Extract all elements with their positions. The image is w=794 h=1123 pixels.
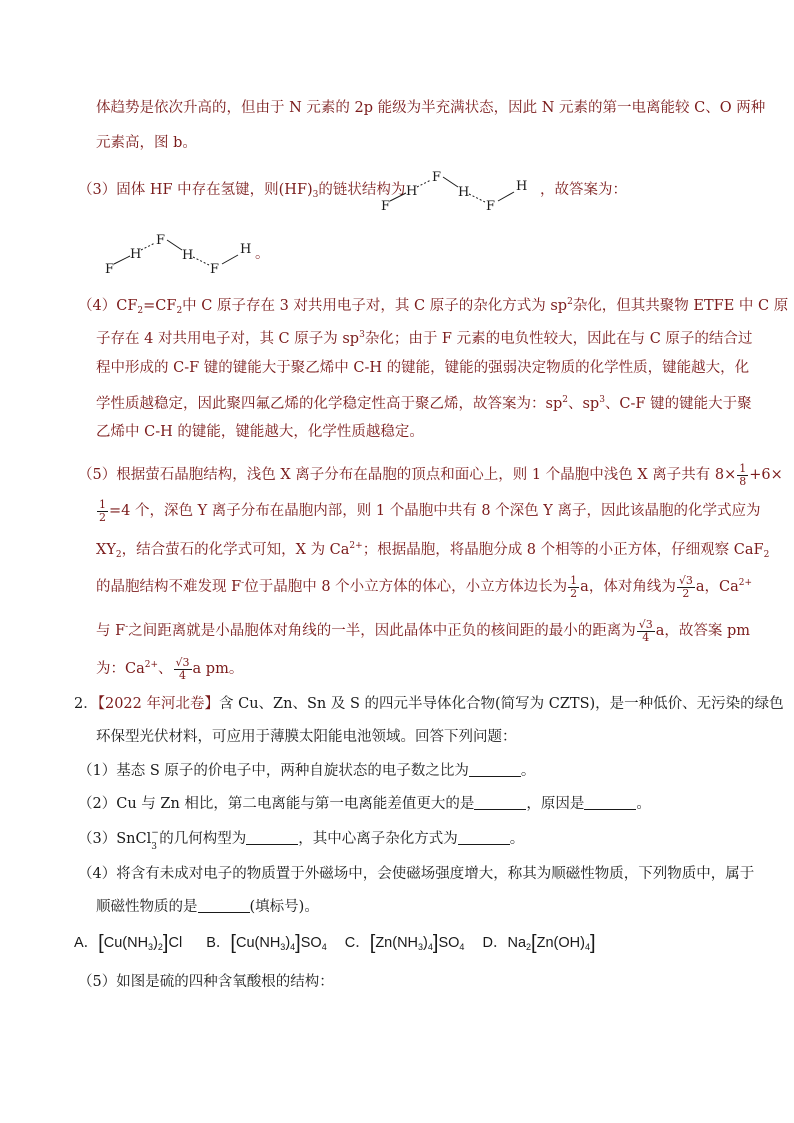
option-b[interactable] (206, 932, 327, 954)
sub-question-1 (78, 761, 535, 781)
part5-line-2 (96, 496, 760, 526)
text: 与 F (96, 623, 126, 639)
option-label: C． (344, 935, 370, 951)
text: 子存在 4 对共用电子对，其 C 原子为 sp (96, 331, 360, 347)
denominator: 2 (99, 510, 106, 524)
sub: 2 (176, 306, 183, 316)
part5-line-6 (96, 650, 243, 684)
sup: − (151, 828, 159, 838)
sup: - (241, 578, 245, 588)
text: ；根据晶胞，将晶胞分成 8 个相等的小正方体，仔细观察 CaF (362, 542, 764, 558)
part4-line-5: 乙烯中 C-H 的键能，键能越大，化学性质越稳定。 (96, 424, 424, 440)
hf-bond (114, 256, 130, 264)
sub: 2 (137, 306, 144, 316)
numerator: √3 (638, 617, 653, 631)
text: 为：Ca (96, 661, 145, 677)
fraction (677, 575, 695, 600)
hf-atom: F (105, 262, 115, 277)
sub: 3 (148, 942, 154, 952)
answer-line-1: 体趋势是依次升高的，但由于 N 元素的 2p 能级为半充满状态，因此 N 元素的第一电离能较 C、O 两种 (96, 100, 766, 116)
hf-atom: F (486, 199, 496, 214)
hf-atom: H (240, 242, 252, 257)
text: 学性质越稳定，因此聚四氟乙烯的化学稳定性高于聚乙烯，故答案为：sp (96, 396, 563, 412)
ion-scripts (151, 828, 159, 852)
fraction (174, 657, 192, 682)
text: （2）Cu 与 Zn 相比，第二电离能与第一电离能差值更大的是 (78, 796, 475, 812)
text: SO (300, 935, 322, 951)
text: 、sp (567, 396, 600, 412)
sub: 4 (459, 942, 465, 952)
text: 的几何构型为 (159, 831, 247, 847)
numerator: 1 (99, 497, 106, 511)
part3-text-a: （3）固体 HF 中存在氢键，则(HF) (78, 182, 313, 198)
answer-blank[interactable] (584, 795, 636, 810)
text: Cl (168, 935, 183, 951)
part3-end: 。 (255, 246, 270, 262)
option-c[interactable] (344, 932, 465, 954)
ion-formula: SnCl (116, 831, 152, 847)
text: =CF (143, 298, 177, 314)
text: Zn(NH (375, 935, 419, 951)
part3-answer-label: ，故答案为： (540, 182, 627, 198)
part4-line-1 (78, 292, 788, 321)
hbond (141, 243, 155, 250)
numerator: 1 (570, 573, 578, 587)
hf-chain-structure-2 (100, 231, 260, 277)
sub: 2 (115, 550, 122, 560)
part5-line-3 (96, 536, 769, 565)
hf-atom: H (458, 185, 470, 200)
sup: 3 (359, 330, 365, 340)
sub: 4 (321, 942, 327, 952)
answer-blank[interactable] (458, 830, 510, 845)
fraction (737, 463, 748, 488)
hf-atom: F (156, 233, 166, 248)
sup: 2+ (349, 541, 363, 551)
part4-line-4 (96, 390, 752, 414)
text: （1）基态 S 原子的价电子中，两种自旋状态的电子数之比为 (78, 763, 469, 779)
text: =4 个，深色 Y 离子分布在晶胞内部，则 1 个晶胞中共有 8 个深色 Y 离子，因此该晶胞的化学式应为 (109, 503, 761, 519)
text: 、 (158, 661, 173, 677)
text: 杂化，但其共聚物 ETFE 中 C 原 (572, 298, 789, 314)
sup: 2 (562, 395, 568, 405)
hf-atom: F (432, 170, 442, 185)
part3-text-c: 的链状结构为 (318, 182, 406, 198)
text: 含 Cu、Zn、Sn 及 S 的四元半导体化合物(简写为 CZTS)，是一种低价、无污染的绿色 (219, 696, 784, 712)
text: ) (285, 935, 291, 951)
sub: 4 (290, 942, 296, 952)
sub: 3 (151, 842, 157, 852)
answer-blank[interactable] (474, 795, 526, 810)
bracket: ] (295, 932, 301, 954)
sub: 2 (526, 942, 532, 952)
text: Cu(NH (103, 935, 149, 951)
hf-atom: F (210, 262, 220, 277)
bracket: [ (531, 932, 537, 954)
option-label: A． (74, 935, 99, 951)
text: 中 C 原子存在 3 对共用电子对，其 C 原子的杂化方式为 sp (182, 298, 568, 314)
hf-chain-structure-1 (376, 168, 536, 214)
text: ，其中心离子杂化方式为 (298, 831, 458, 847)
text: 的晶胞结构不难发现 F (96, 579, 242, 595)
answer-blank[interactable] (469, 762, 521, 777)
sub: 4 (427, 942, 433, 952)
bracket: [ (230, 932, 236, 954)
part5-line-4 (96, 568, 752, 602)
part3-line (78, 180, 405, 205)
bracket: ] (432, 932, 439, 954)
sup: 2+ (144, 660, 159, 670)
denominator: 2 (570, 586, 578, 600)
hf-atom: F (381, 199, 391, 214)
denominator: 2 (682, 586, 690, 600)
part4-line-2 (96, 325, 752, 349)
text: XY (96, 542, 116, 558)
source-tag: 【2022 年河北卷】 (97, 696, 219, 712)
hf-bond (167, 240, 182, 250)
text: a pm。 (192, 661, 244, 677)
hf-bond (222, 255, 238, 264)
bracket: [ (369, 932, 376, 954)
text: 。 (520, 763, 536, 779)
text: 。 (509, 831, 525, 847)
sub: 3 (280, 942, 286, 952)
text: 杂化；由于 F 元素的电负性较大，因此在与 C 原子的结合过 (364, 331, 753, 347)
bracket: ] (162, 932, 169, 954)
hbond (469, 194, 485, 202)
question-2-line-1 (74, 694, 784, 714)
numerator: 1 (739, 461, 747, 475)
part3-sub: 3 (312, 190, 319, 200)
text: 。 (636, 796, 651, 812)
text: SO (438, 935, 460, 951)
hf-bond (498, 192, 514, 201)
hf-bond (390, 193, 406, 201)
part4-line-3: 程中形成的 C-F 键的键能大于聚乙烯中 C-H 的键能，键能的强弱决定物质的化学性质，键能越大，化 (96, 360, 750, 376)
text: 之间距离就是小晶胞体对角线的一半，因此晶体中正负的核间距的最小的距离为 (128, 623, 636, 639)
numerator: √3 (175, 655, 190, 669)
bracket: ] (589, 932, 596, 954)
numerator: √3 (678, 573, 693, 587)
fraction (637, 619, 655, 644)
sup: 3 (599, 395, 605, 405)
hf-atom: H (516, 179, 528, 194)
text: (填标号)。 (249, 899, 319, 915)
sub-question-5: （5）如图是硫的四种含氧酸根的结构： (78, 974, 334, 990)
text: Na (507, 935, 527, 951)
sup: - (125, 622, 129, 632)
answer-line-2: 元素高，图 b。 (96, 135, 197, 151)
hbond (417, 180, 431, 187)
options-row (74, 930, 596, 960)
sub-question-2 (78, 794, 651, 814)
sup: 2+ (738, 578, 753, 588)
sub-question-4-line-2 (96, 897, 319, 917)
text: ) (423, 935, 428, 951)
answer-blank[interactable] (198, 898, 250, 913)
hf-atom: H (406, 184, 418, 199)
sub: 3 (418, 942, 424, 952)
option-label: B． (206, 935, 231, 951)
sub: 4 (584, 942, 590, 952)
part5-line-1 (78, 460, 783, 490)
text: +6× (749, 467, 783, 483)
text: ) (153, 935, 158, 951)
option-label: D． (482, 935, 508, 951)
text: ，原因是 (526, 796, 585, 812)
hf-bond (443, 177, 458, 187)
text: a，体对角线为 (580, 579, 676, 595)
sup: 2 (567, 297, 573, 307)
text: Zn(OH) (536, 935, 585, 951)
option-a[interactable] (74, 932, 183, 954)
answer-blank[interactable] (246, 830, 298, 845)
text: ，结合萤石的化学式可知，X 为 Ca (121, 542, 350, 558)
text: 位于晶胞中 8 个小立方体的体心，小立方体边长为 (244, 579, 568, 595)
question-number: 2． (74, 696, 98, 712)
denominator: 4 (179, 668, 187, 682)
text: （5）根据萤石晶胞结构，浅色 X 离子分布在晶胞的顶点和面心上，则 1 个晶胞中浅色 X 离子共有 8× (78, 467, 737, 483)
fraction (97, 499, 108, 524)
question-2-line-2: 环保型光伏材料，可应用于薄膜太阳能电池领域。回答下列问题： (96, 729, 517, 745)
hbond (193, 257, 209, 265)
text: （3） (78, 831, 117, 847)
sub: 2 (157, 942, 163, 952)
text: 顺磁性物质的是 (96, 899, 198, 915)
fraction (568, 575, 579, 600)
sub-question-4-line-1: （4）将含有未成对电子的物质置于外磁场中，会使磁场强度增大，称其为顺磁性物质，下列物质中，属于 (78, 866, 755, 882)
text: a，Ca (695, 579, 739, 595)
text: a，故答案 pm (655, 623, 751, 639)
bracket: [ (98, 932, 104, 954)
sub: 2 (763, 550, 770, 560)
text: 、C-F 键的键能大于聚 (604, 396, 752, 412)
hf-atom: H (182, 248, 194, 263)
part5-line-5 (96, 612, 750, 646)
hf-atom: H (130, 247, 142, 262)
denominator: 4 (642, 630, 650, 644)
denominator: 8 (739, 474, 747, 488)
sub-question-3 (78, 828, 525, 852)
option-d[interactable] (482, 932, 596, 954)
text: Cu(NH (235, 935, 281, 951)
text: （4）CF (78, 298, 138, 314)
